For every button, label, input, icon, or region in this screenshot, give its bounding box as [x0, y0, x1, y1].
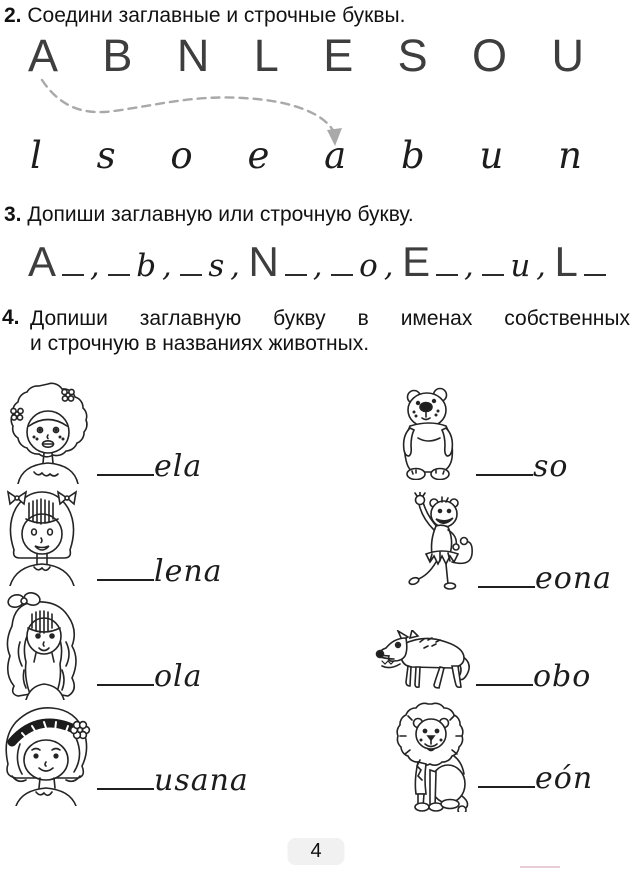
write-blank[interactable] — [476, 474, 533, 476]
exercise4-title-line2: и строчную в названиях животных. — [30, 332, 370, 355]
lowercase-letter[interactable]: u — [479, 134, 504, 177]
animal-blank-row — [478, 561, 613, 596]
capital-letter: N — [248, 238, 279, 285]
write-blank[interactable] — [97, 579, 154, 581]
lowercase-letter[interactable]: a — [324, 134, 347, 177]
exercise3-number: 3. — [4, 203, 22, 226]
write-blank[interactable] — [331, 274, 353, 276]
name-blank-row — [97, 449, 203, 484]
lowercase-letter[interactable]: b — [401, 134, 425, 177]
exercise3-header — [4, 202, 414, 227]
exercise3-title: Допиши заглавную или строчную букву. — [27, 203, 414, 226]
word-ending: usana — [154, 763, 249, 798]
write-blank[interactable] — [482, 274, 504, 276]
exercise2-capital-letters — [28, 30, 584, 82]
girl-long-hair-bow-illustration — [0, 590, 86, 700]
write-blank[interactable] — [476, 684, 533, 686]
lowercase-letter[interactable]: n — [558, 134, 582, 177]
page-number-badge — [287, 838, 344, 865]
animal-blank-row — [476, 449, 569, 484]
capital-letter[interactable]: N — [176, 30, 210, 81]
comma: , — [383, 249, 394, 284]
lowercase-letter[interactable]: l — [30, 134, 42, 177]
word-ending: ola — [154, 659, 203, 694]
exercise3-letter-row — [28, 238, 606, 286]
letter-pair-item — [180, 248, 239, 284]
write-blank[interactable] — [478, 786, 535, 788]
capital-letter[interactable]: O — [472, 30, 508, 81]
comma: , — [312, 249, 323, 284]
write-blank[interactable] — [478, 586, 535, 588]
girl-curly-hair-illustration — [0, 380, 96, 484]
girl-headband-flower-illustration — [0, 702, 92, 806]
write-blank[interactable] — [108, 274, 130, 276]
lowercase-letter: o — [359, 248, 378, 284]
letter-pair-item — [331, 248, 393, 284]
page-edge-mark — [520, 866, 560, 868]
capital-letter[interactable]: S — [397, 30, 428, 81]
word-ending: so — [533, 449, 569, 484]
name-blank-row — [97, 554, 223, 589]
flower-icon — [71, 722, 90, 739]
lowercase-letter: s — [208, 248, 225, 284]
write-blank[interactable] — [97, 788, 154, 790]
comma: , — [230, 249, 240, 284]
capital-letter: A — [28, 238, 57, 285]
write-blank[interactable] — [97, 684, 154, 686]
comma: , — [464, 249, 474, 284]
word-ending: eón — [535, 761, 594, 796]
wolf-illustration — [374, 630, 472, 694]
letter-pair-item — [482, 248, 546, 284]
letter-pair-item — [402, 238, 474, 286]
capital-letter[interactable]: A — [28, 30, 59, 81]
letter-pair-item — [555, 238, 606, 286]
bear-illustration — [400, 386, 462, 480]
exercise2-lowercase-letters — [30, 134, 582, 177]
word-ending: lena — [154, 554, 223, 589]
exercise2-number: 2. — [4, 4, 22, 27]
comma: , — [90, 249, 100, 284]
write-blank[interactable] — [584, 274, 606, 276]
lion-sitting-illustration — [392, 700, 474, 812]
girl-pigtail-bows-illustration — [4, 486, 80, 586]
write-blank[interactable] — [180, 274, 202, 276]
word-ending: ela — [154, 449, 203, 484]
letter-pair-item — [249, 238, 323, 286]
lioness-dancing-illustration — [390, 492, 478, 594]
letter-pair-item — [28, 238, 100, 286]
capital-letter: L — [554, 238, 578, 285]
name-blank-row — [97, 659, 203, 694]
write-blank[interactable] — [285, 274, 307, 276]
name-blank-row — [97, 763, 249, 798]
write-blank[interactable] — [97, 474, 154, 476]
word-ending: eona — [535, 561, 613, 596]
capital-letter[interactable]: E — [323, 30, 354, 81]
lowercase-letter: u — [510, 248, 531, 284]
lowercase-letter: b — [136, 248, 157, 284]
word-ending: obo — [533, 659, 592, 694]
animal-blank-row — [476, 659, 592, 694]
capital-letter: E — [402, 238, 431, 285]
capital-letter[interactable]: B — [102, 30, 133, 81]
capital-letter[interactable]: U — [551, 30, 584, 81]
lowercase-letter[interactable]: o — [170, 134, 193, 177]
animal-blank-row — [478, 761, 594, 796]
exercise2-title: Соедини заглавные и строчные буквы. — [27, 4, 406, 27]
lowercase-letter[interactable]: s — [96, 134, 116, 177]
exercise2-header — [4, 3, 405, 28]
comma: , — [162, 249, 172, 284]
write-blank[interactable] — [436, 274, 458, 276]
exercise4-title-line1: Допиши заглавную букву в именах собственных — [30, 307, 630, 330]
capital-letter[interactable]: L — [253, 30, 279, 81]
exercise4-number: 4. — [2, 306, 20, 329]
lowercase-letter[interactable]: e — [247, 134, 270, 177]
write-blank[interactable] — [62, 274, 84, 276]
letter-pair-item — [108, 248, 171, 284]
comma: , — [536, 249, 546, 284]
page-number: 4 — [310, 840, 322, 862]
